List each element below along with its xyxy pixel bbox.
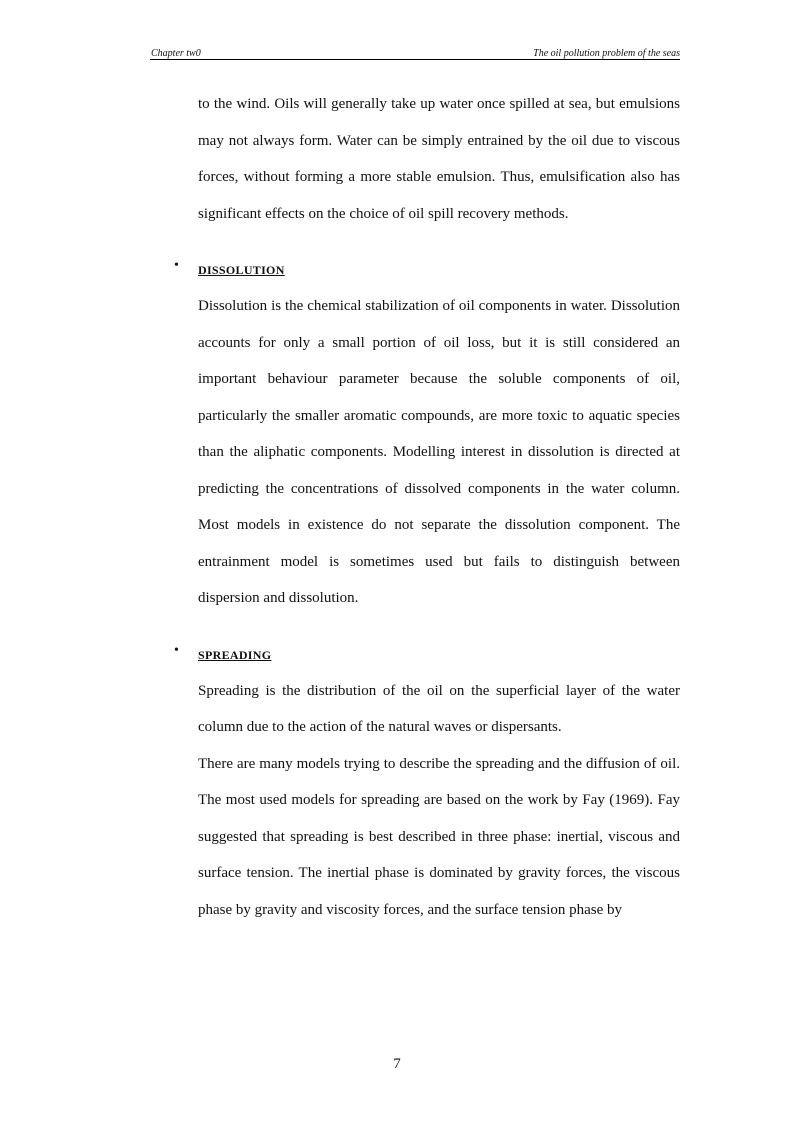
header-chapter: Chapter tw0	[151, 48, 201, 59]
section-dissolution	[174, 252, 680, 617]
spreading-paragraph-2: There are many models trying to describe the spreading and the diffusion of oil. The most used models for spreading are based on the work by Fay (1969). Fay suggested that spreading is best described in three phase: inertial, viscous and surface tension. The inertial phase is dominated by gravity forces, the viscous phase by gravity and viscosity forces, and the surface tension phase by	[198, 755, 680, 918]
header-title: The oil pollution problem of the seas	[533, 48, 680, 59]
bullet-icon: •	[174, 258, 179, 273]
section-heading-dissolution: DISSOLUTION	[198, 263, 285, 277]
dissolution-paragraph: Dissolution is the chemical stabilization of oil components in water. Dissolution accounts for only a small portion of oil loss, but it is still considered an important behaviour parameter because the soluble components of oil, particularly the smaller aromatic compounds, are more toxic to aquatic species than the aliphatic components. Modelling interest in dissolution is directed at predicting the concentrations of dissolved components in the water column. Most models in existence do not separate the dissolution component. The entrainment model is sometimes used but fails to distinguish between dispersion and dissolution.	[198, 298, 680, 606]
page-number: 7	[393, 1056, 401, 1072]
intro-paragraph: to the wind. Oils will generally take up water once spilled at sea, but emulsions may not always form. Water can be simply entrained by the oil due to viscous forces, without forming a more stable emulsion. Thus, emulsification also has significant effects on the choice of oil spill recovery methods.	[198, 96, 680, 222]
running-header	[150, 45, 680, 60]
page-body	[174, 86, 680, 928]
section-heading-spreading: SPREADING	[198, 647, 272, 662]
spreading-paragraph-1: Spreading is the distribution of the oil on the superficial layer of the water column due to the action of the natural waves or dispersants.	[198, 682, 680, 735]
section-spreading	[174, 637, 680, 929]
bullet-icon: •	[174, 642, 179, 658]
